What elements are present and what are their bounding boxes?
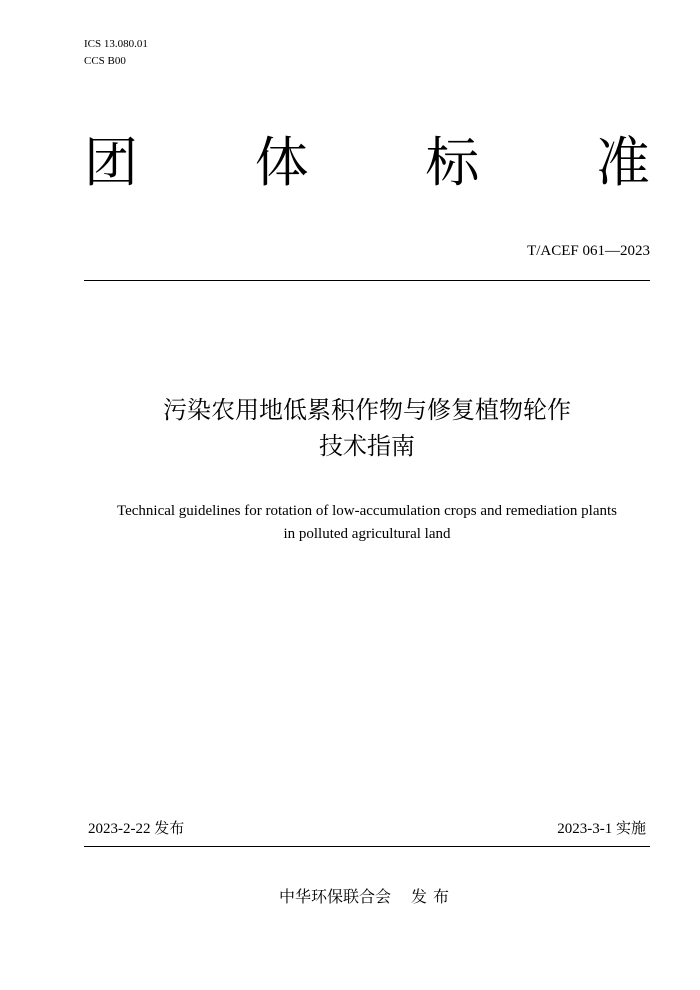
ccs-code: CCS B00 (84, 55, 126, 67)
publish-verb: 发布 (411, 887, 456, 906)
doc-type-char-4: 准 (595, 131, 650, 194)
doc-type-char-2: 体 (254, 131, 309, 194)
standard-number: T/ACEF 061—2023 (527, 243, 650, 259)
issue-date: 2023-2-22 发布 (88, 821, 185, 837)
english-title-line-2: in polluted agricultural land (283, 526, 451, 542)
english-title (84, 500, 650, 546)
top-divider (84, 280, 650, 281)
implementation-date: 2023-3-1 实施 (557, 821, 646, 837)
document-type-title (84, 128, 650, 198)
ics-code: ICS 13.080.01 (84, 38, 148, 50)
english-title-line-1: Technical guidelines for rotation of low-accumulation crops and remediation plants (116, 503, 618, 519)
doc-type-char-3: 标 (425, 131, 480, 194)
doc-type-char-1: 团 (84, 131, 138, 194)
classification-codes (84, 36, 148, 70)
chinese-title-line-2: 技术指南 (319, 432, 415, 460)
chinese-title (84, 392, 650, 464)
publisher-org: 中华环保联合会 (278, 887, 391, 906)
chinese-title-line-1: 污染农用地低累积作物与修复植物轮作 (163, 396, 571, 424)
publisher-line (84, 884, 650, 907)
bottom-divider (84, 846, 650, 847)
